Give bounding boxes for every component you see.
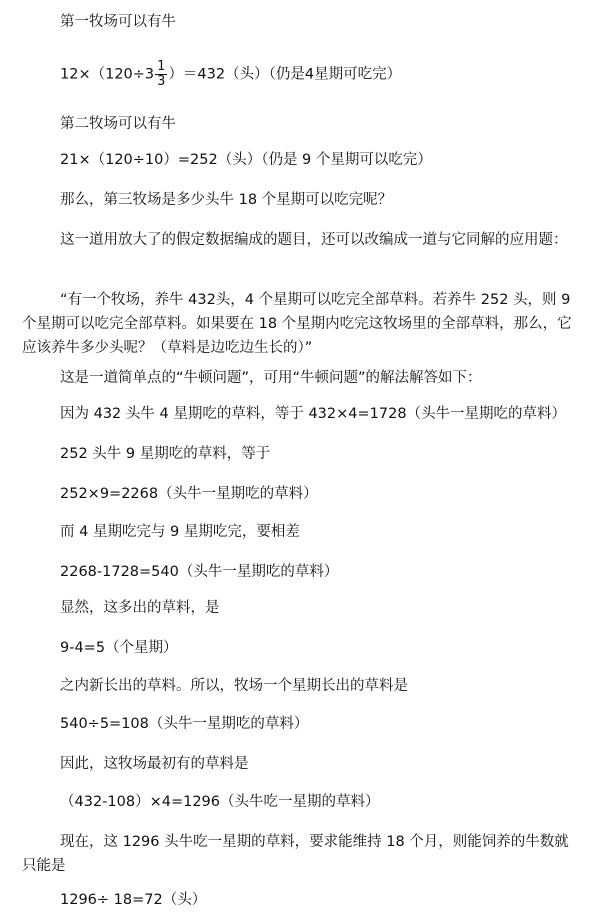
formula-text-pre: 12×（120÷3 [60, 66, 155, 83]
text-line: 1296÷ 18=72（头） [60, 892, 207, 908]
paragraph: 这一道用放大了的假定数据编成的题目，还可以改编成一道与它同解的应用题： [60, 232, 568, 248]
formula-text-post: ）＝432（头）（仍是4星期可吃完） [168, 66, 402, 83]
paragraph: 现在，这 1296 头牛吃一星期的草料，要求能维持 18 个月，则能饲养的牛数就只能是 [22, 834, 569, 874]
text-line: 2268-1728=540（头牛一星期吃的草料） [60, 564, 339, 580]
text-line: 那么，第三牧场是多少头牛 18 个星期可以吃完呢？ [60, 192, 393, 208]
text-line: 之内新长出的草料。所以，牧场一个星期长出的草料是 [60, 678, 408, 694]
text-line: 第二牧场可以有牛 [60, 116, 176, 132]
text-line: 9-4=5（个星期） [60, 640, 178, 656]
text-line: 540÷5=108（头牛一星期吃的草料） [60, 716, 309, 732]
text-line: 显然，这多出的草料，是 [60, 600, 220, 616]
quote-paragraph: “有一个牧场，养牛 432头，4 个星期可以吃完全部草料。若养牛 252 头，则 9 个星期可以吃完全部草料。如果要在 18 个星期内吃完这牧场里的全部草料，那么，它应该养牛多少头呢？（草料是边吃边生长的）” [22, 292, 572, 356]
text-line: 因为 432 头牛 4 星期吃的草料，等于 432×4=1728（头牛一星期吃的草料） [60, 406, 567, 422]
fraction-denominator: 3 [157, 74, 166, 89]
text-line: 第一牧场可以有牛 [60, 14, 176, 30]
text-line: 252×9=2268（头牛一星期吃的草料） [60, 486, 318, 502]
text-line: （432-108）×4=1296（头牛吃一星期的草料） [60, 794, 380, 810]
formula-line [60, 60, 580, 89]
text-line: 而 4 星期吃完与 9 星期吃完，要相差 [60, 524, 300, 540]
text-line: 252 头牛 9 星期吃的草料，等于 [60, 446, 271, 462]
text-line: 因此，这牧场最初有的草料是 [60, 756, 249, 772]
fraction-numerator: 1 [157, 59, 166, 74]
text-line: 21×（120÷10）=252（头）（仍是 9 个星期可以吃完） [60, 152, 432, 168]
fraction [155, 60, 167, 89]
text-line: 这是一道简单点的“牛顿问题”，可用“牛顿问题”的解法解答如下： [60, 370, 482, 386]
